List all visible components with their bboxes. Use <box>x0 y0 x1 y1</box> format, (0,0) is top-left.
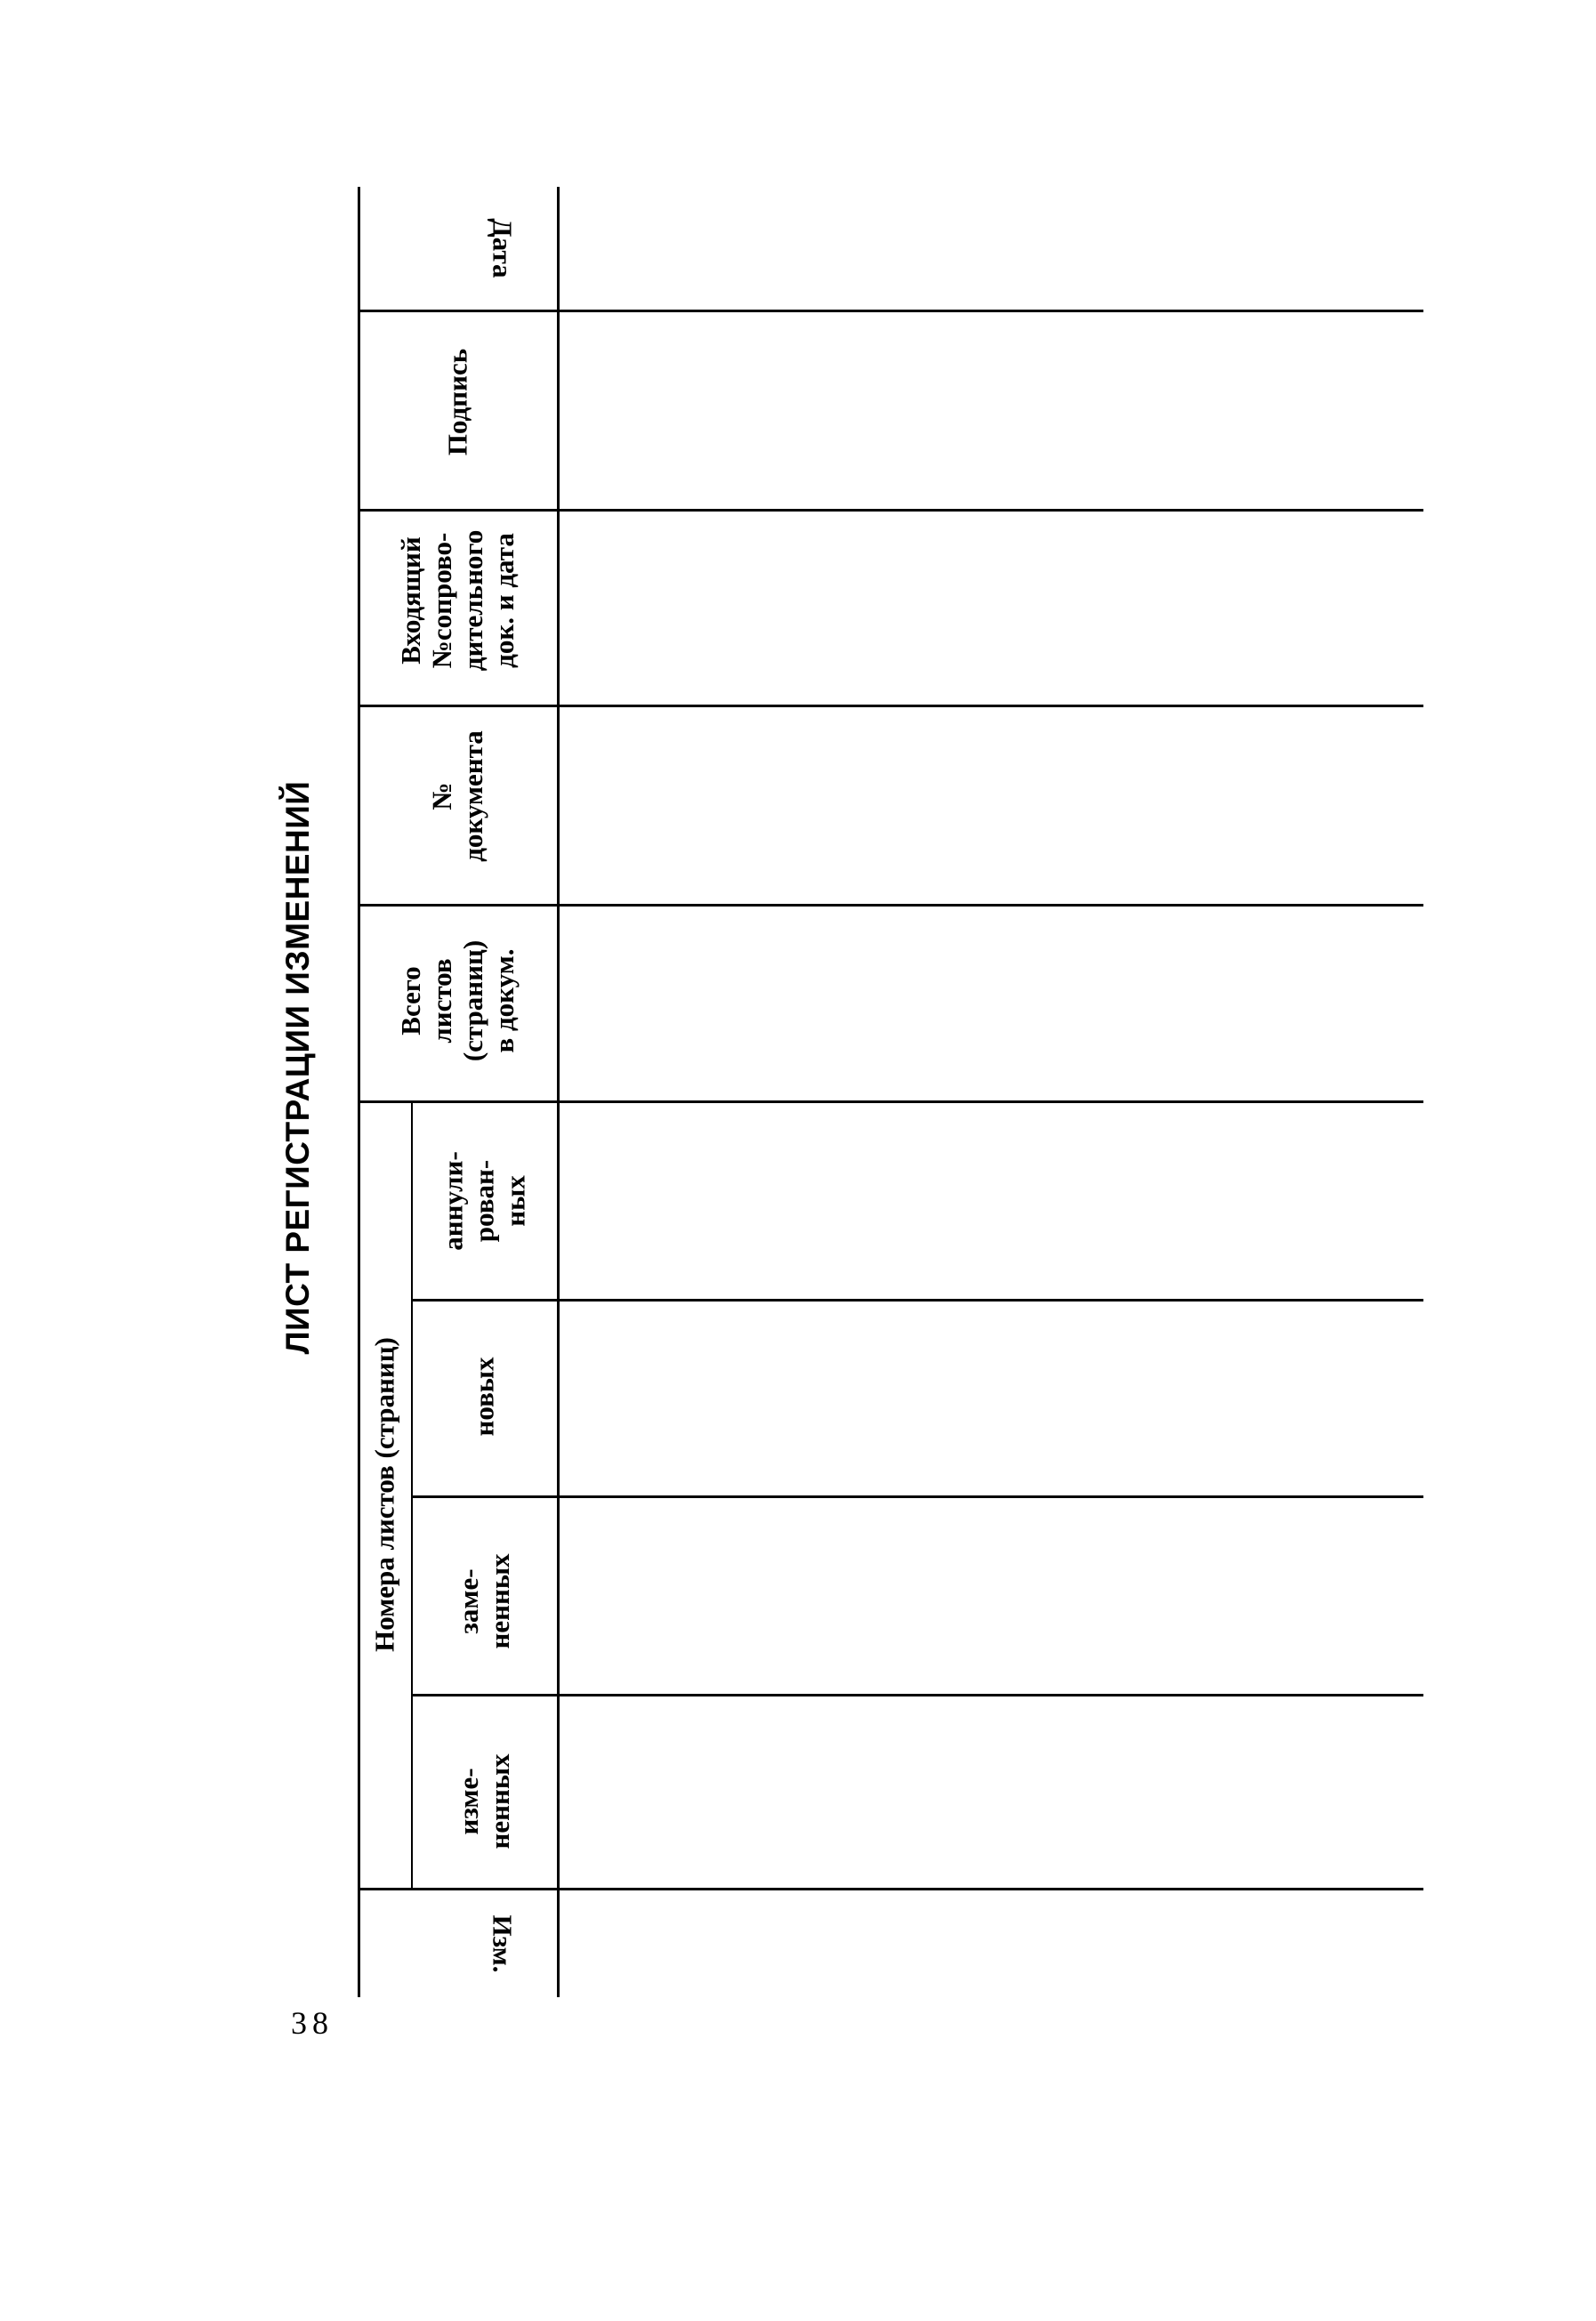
header-vhodyashchiy: Входящий №сопрово- дительного док. и дата <box>395 529 520 672</box>
table-border-left <box>358 187 360 1997</box>
table-border-header-bottom <box>557 187 560 1997</box>
header-annulirovannyh: аннули- рован- ных <box>437 1151 531 1251</box>
header-data: Дата <box>487 218 519 278</box>
page-title: ЛИСТ РЕГИСТРАЦИИ ИЗМЕНЕНИЙ <box>279 780 316 1355</box>
header-izm: Изм. <box>487 1914 519 1973</box>
header-novyh: новых <box>468 1357 500 1437</box>
header-izmenennyh: изме- ненных <box>453 1753 515 1850</box>
page-number: 38 <box>291 2005 334 2041</box>
header-group-nomera-listov: Номера листов (страниц) <box>368 1337 400 1652</box>
group-header-divider <box>411 1100 413 1888</box>
header-zamenennyh: заме- ненных <box>453 1553 515 1649</box>
header-podpis: Подпись <box>441 348 473 456</box>
header-vsego: Всего листов (страниц) в докум. <box>395 939 520 1062</box>
header-nomer-dokumenta: № документа <box>426 730 488 862</box>
data-area <box>560 187 1423 1997</box>
